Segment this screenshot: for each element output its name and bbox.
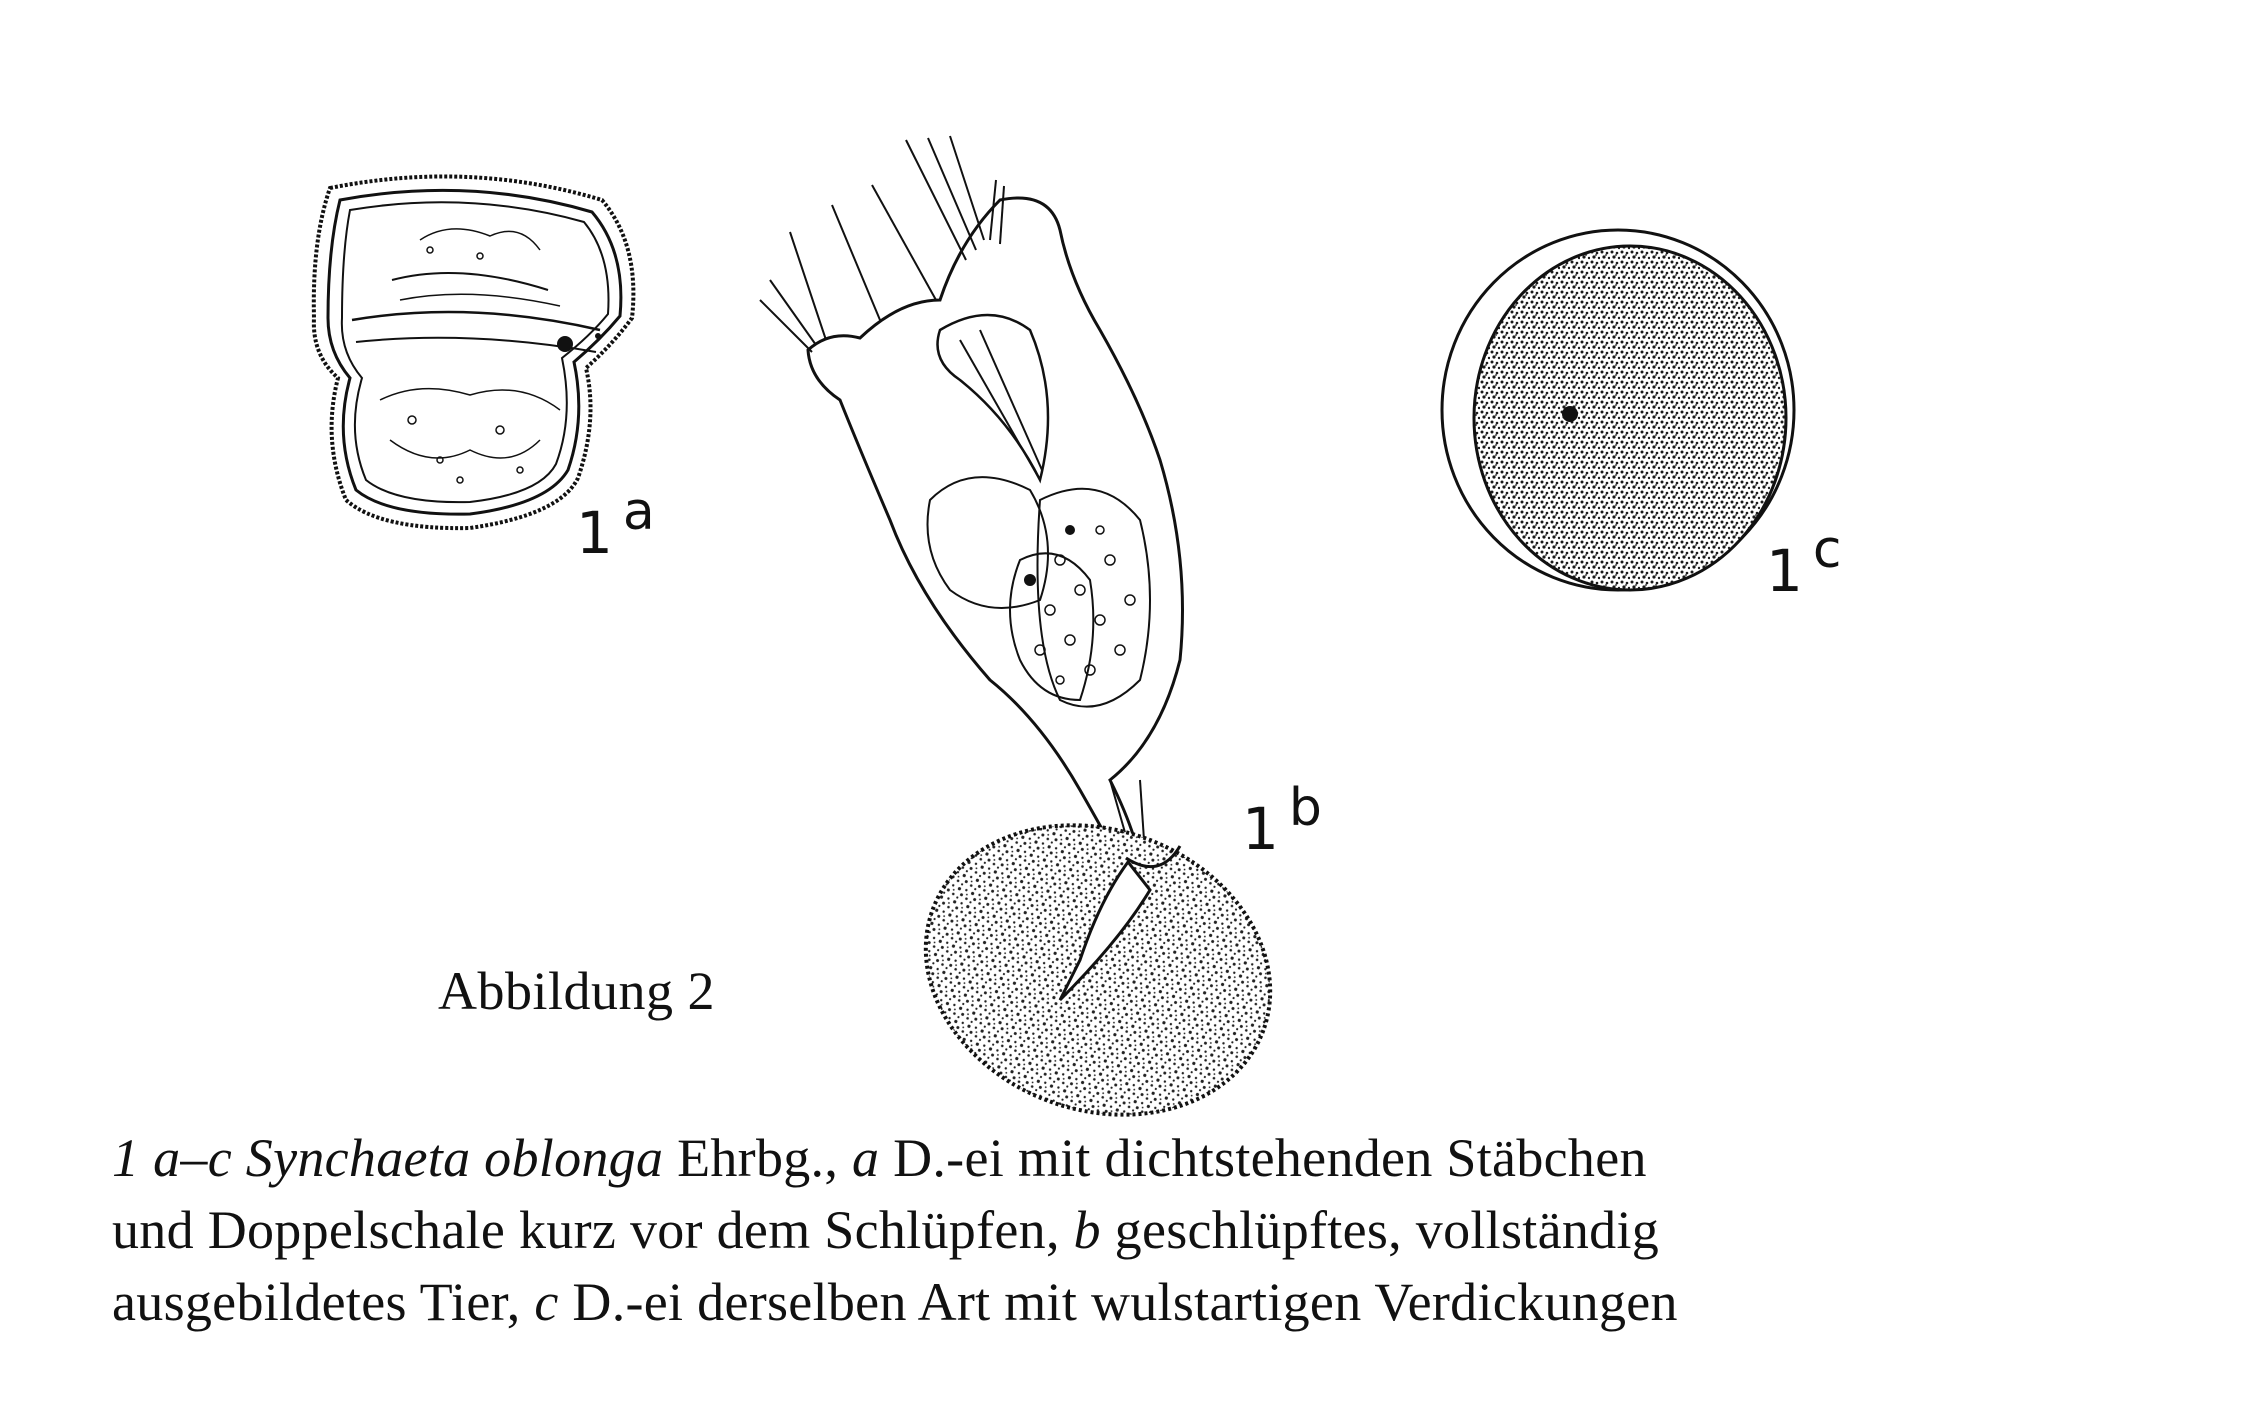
panel-label-1b <box>1242 778 1322 863</box>
caption-line-3-italic-a: c <box>534 1272 559 1332</box>
caption-line-2-text-b: geschlüpftes, vollständig <box>1100 1200 1660 1260</box>
caption-line-1 <box>112 1122 2212 1194</box>
caption-line-2 <box>112 1194 2212 1266</box>
caption-line-3-text-b: D.-ei derselben Art mit wulstartigen Verdickungen <box>558 1272 1678 1332</box>
panel-label-1a-number: 1 <box>576 499 613 567</box>
caption-line-1-text-a: Ehrbg., <box>663 1128 852 1188</box>
panel-label-1b-number: 1 <box>1242 795 1279 863</box>
caption-line-1-text-b: D.-ei mit dichtstehenden Stäbchen <box>879 1128 1647 1188</box>
panel-label-1a <box>576 482 655 567</box>
animal-1b-drawing <box>760 136 1183 900</box>
panel-label-1c-number: 1 <box>1766 537 1803 605</box>
egg-1c-drawing <box>1442 230 1794 590</box>
caption-species-name: 1 a–c Synchaeta oblonga <box>112 1128 664 1188</box>
caption-line-1-italic-a: a <box>851 1128 880 1188</box>
caption-line-3 <box>112 1266 2212 1338</box>
caption-line-2-text-a: und Doppelschale kurz vor dem Schlüpfen, <box>112 1200 1074 1260</box>
caption-line-3-text-a: ausgebildetes Tier, <box>112 1272 535 1332</box>
caption-line-2-italic-a: b <box>1073 1200 1101 1260</box>
egg-1a-drawing <box>314 176 634 528</box>
panel-label-1a-letter: a <box>622 482 655 542</box>
panel-label-1c-letter: c <box>1812 520 1842 580</box>
figure-title: Abbildung 2 <box>438 961 716 1021</box>
panel-label-1c <box>1766 520 1842 605</box>
panel-label-1b-letter: b <box>1288 778 1322 838</box>
figure-caption <box>112 1122 2212 1338</box>
